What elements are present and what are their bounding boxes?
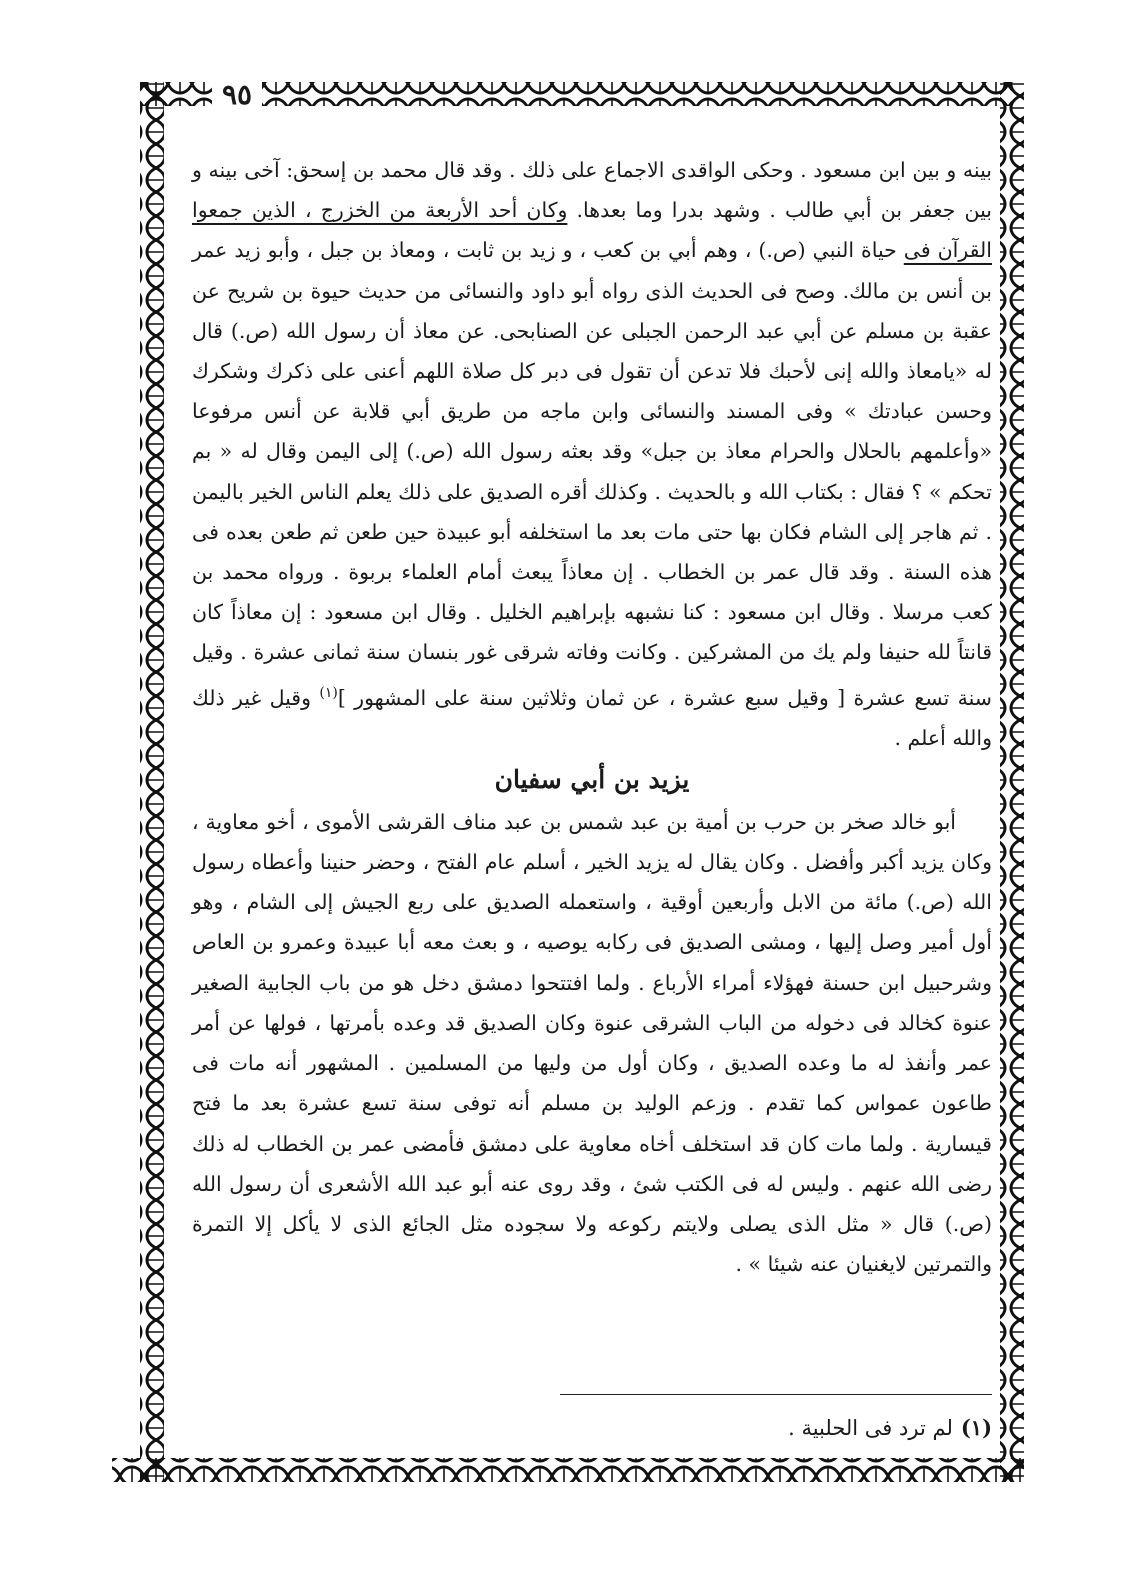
underlined-phrase: وكان أحد الأربعة من الخزرج ، الذين جمعوا القرآن فى — [192, 198, 992, 263]
text-run: بينه و بين ابن مسعود . وحكى الواقدى الاجماع على ذلك . وقد قال محمد بن إسحق: آخى بينه و بين جعفر بن أبي طالب . وشهد بدرا وما بعدها. — [192, 158, 993, 223]
footnote — [560, 1408, 992, 1448]
footnote-number: (١) — [960, 1415, 992, 1440]
main-text — [192, 150, 992, 1284]
text-run: حياة النبي (ص.) ، وهم أبي بن كعب ، و زيد بن ثابت ، ومعاذ بن جبل ، وأبو زيد عمر بن أنس بن مالك. وصح فى الحديث الذى رواه أبو داود والنسائى من حديث حيوة بن شريح عن عقبة بن مسلم عن أبي عبد الرحمن الجبلى عن الصنابحى. عن معاذ أن رسول الله (ص.) قال له «يامعاذ والله إنى لأحبك فلا تدعن أن تقول فى دبر كل صلاة اللهم أعنى على ذكرك وشكرك وحسن عبادتك » وفى المسند والنسائى وابن ماجه من طريق أبي قلابة عن أنس مرفوعا «وأعلمهم بالحلال والحرام معاذ بن جبل» وقد بعثه رسول الله (ص.) إلى اليمن وقال له « بم تحكم » ؟ فقال : بكتاب الله و بالحديث . وكذلك أقره الصديق على ذلك يعلم الناس الخير باليمن . ثم هاجر إلى الشام فكان بها حتى مات بعد ما استخلفه أبو عبيدة حين طعن ثم طعن بعده فى هذه السنة . وقد قال عمر بن الخطاب . إن معاذاً يبعث أمام العلماء بربوة . ورواه محمد بن كعب مرسلا . وقال ابن مسعود : كنا نشبهه بإبراهيم الخليل . وقال ابن مسعود : إن معاذاً كان قانتاً لله حنيفا ولم يك من المشركين . وكانت وفاته شرقى غور بنسان سنة ثمانى عشرة . وقيل سنة تسع عشرة [ وقيل سبع عشرة ، عن ثمان وثلاثين سنة على المشهور ] — [192, 238, 992, 710]
footnote-marker: (١) — [319, 684, 338, 701]
paragraph-yazid: أبو خالد صخر بن حرب بن أمية بن عبد شمس بن عبد مناف القرشى الأموى ، أخو معاوية ، وكان يزيد أكبر وأفضل . وكان يقال له يزيد الخير ، أسلم عام الفتح ، وحضر حنينا وأعطاه رسول الله (ص.) مائة من الابل وأربعين أوقية ، واستعمله الصديق على ربع الجيش إلى الشام ، وهو أول أمير وصل إليها ، ومشى الصديق فى ركابه يوصيه ، و بعث معه أبا عبيدة وعمرو بن العاص وشرحبيل ابن حسنة فهؤلاء أمراء الأرباع . ولما افتتحوا دمشق دخل هو من باب الجابية الصغير عنوة كخالد فى دخوله من الباب الشرقى عنوة وكان الصديق قد وعده بأمرتها ، فولها عن أمر عمر وأنفذ له ما وعده الصديق ، وكان أول من وليها من المسلمين . المشهور أنه مات فى طاعون عمواس كما تقدم . وزعم الوليد بن مسلم أنه توفى سنة تسع عشرة بعد ما فتح قيسارية . ولما مات كان قد استخلف أخاه معاوية على دمشق فأمضى عمر بن الخطاب له ذلك رضى الله عنهم . وليس له فى الكتب شئ ، وقد روى عنه أبو عبد الله الأشعرى أن رسول الله (ص.) قال « مثل الذى يصلى ولايتم ركوعه ولا سجوده مثل الجائع الذى لا يأكل إلا التمرة والتمرتين لايغنيان عنه شيئا » . — [192, 809, 992, 1277]
paragraph-muadh — [192, 150, 992, 758]
page-number: ٩٥ — [212, 78, 262, 112]
footnote-divider — [560, 1394, 992, 1395]
text-run: وقيل غير ذلك والله أعلم . — [192, 685, 992, 750]
section-heading: يزيد بن أبي سفيان — [494, 764, 690, 794]
footnote-text: لم ترد فى الحلبية . — [788, 1416, 953, 1440]
